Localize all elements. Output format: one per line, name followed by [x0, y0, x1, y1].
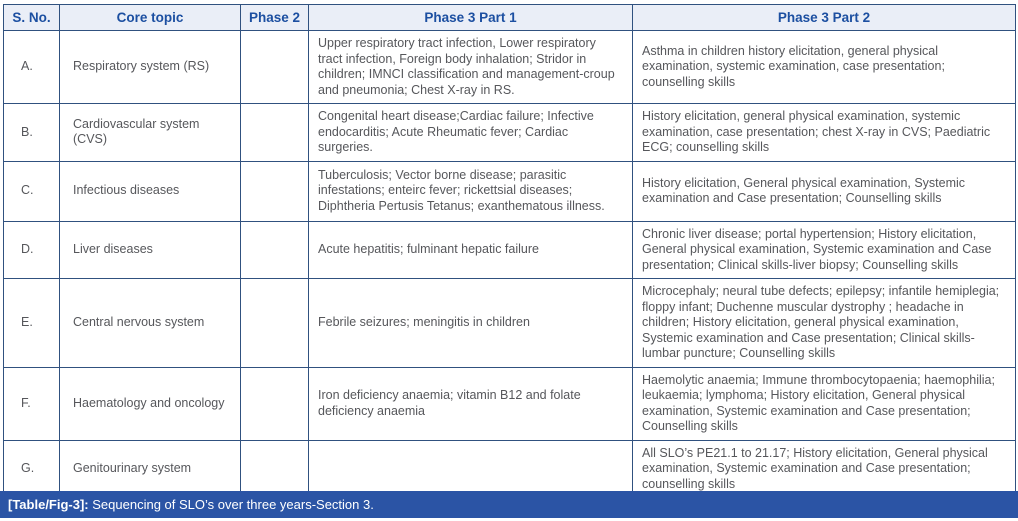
- cell-phase-2: [241, 440, 309, 498]
- table-row: [4, 279, 1016, 368]
- cell-phase-2: [241, 31, 309, 104]
- cell-phase-3-part-1: Tuberculosis; Vector borne disease; parasitic infestations; enteirc fever; rickettsial diseases; Diphtheria Pertusis Tetanus; exanthematous illness.: [309, 161, 633, 221]
- cell-phase-3-part-2: Haemolytic anaemia; Immune thrombocytopaenia; haemophilia; leukaemia; lymphoma; History elicitation, General physical examination, Systemic examination and Case presentation; Counselling skills: [633, 367, 1016, 440]
- table-row: [4, 221, 1016, 279]
- cell-core-topic: Liver diseases: [60, 221, 241, 279]
- cell-phase-3-part-1: Acute hepatitis; fulminant hepatic failure: [309, 221, 633, 279]
- cell-phase-3-part-2: Asthma in children history elicitation, general physical examination, systemic examination, case presentation; counselling skills: [633, 31, 1016, 104]
- cell-core-topic: Haematology and oncology: [60, 367, 241, 440]
- cell-phase-2: [241, 279, 309, 368]
- cell-phase-3-part-1: [309, 440, 633, 498]
- column-header-phase-3-part-2: Phase 3 Part 2: [633, 5, 1016, 31]
- table-row: [4, 367, 1016, 440]
- cell-s-no: B.: [4, 104, 60, 162]
- cell-core-topic: Infectious diseases: [60, 161, 241, 221]
- table-row: [4, 440, 1016, 498]
- cell-core-topic: Cardiovascular system (CVS): [60, 104, 241, 162]
- table-row: [4, 31, 1016, 104]
- slo-sequencing-table: [3, 4, 1016, 498]
- column-header-phase-3-part-1: Phase 3 Part 1: [309, 5, 633, 31]
- cell-phase-3-part-1: Febrile seizures; meningitis in children: [309, 279, 633, 368]
- cell-s-no: F.: [4, 367, 60, 440]
- cell-s-no: C.: [4, 161, 60, 221]
- column-header-s-no: S. No.: [4, 5, 60, 31]
- cell-s-no: D.: [4, 221, 60, 279]
- cell-phase-3-part-2: All SLO’s PE21.1 to 21.17; History elicitation, General physical examination, Systemic examination and Case presentation; counselling skills: [633, 440, 1016, 498]
- cell-core-topic: Central nervous system: [60, 279, 241, 368]
- cell-phase-2: [241, 161, 309, 221]
- cell-phase-2: [241, 104, 309, 162]
- column-header-phase-2: Phase 2: [241, 5, 309, 31]
- caption-label: [Table/Fig-3]:: [8, 497, 89, 512]
- cell-core-topic: Respiratory system (RS): [60, 31, 241, 104]
- column-header-core-topic: Core topic: [60, 5, 241, 31]
- caption-text: Sequencing of SLO’s over three years-Section 3.: [88, 497, 374, 512]
- cell-phase-3-part-2: Chronic liver disease; portal hypertension; History elicitation, General physical examination, Systemic examination and Case presentation; Clinical skills-liver biopsy; Counselling skills: [633, 221, 1016, 279]
- cell-s-no: A.: [4, 31, 60, 104]
- header-row: [4, 5, 1016, 31]
- cell-phase-2: [241, 367, 309, 440]
- cell-phase-2: [241, 221, 309, 279]
- table-row: [4, 161, 1016, 221]
- cell-phase-3-part-2: History elicitation, general physical examination, systemic examination, case presentation; chest X-ray in CVS; Paediatric ECG; counselling skills: [633, 104, 1016, 162]
- table-caption: [0, 491, 1018, 518]
- table-row: [4, 104, 1016, 162]
- cell-s-no: E.: [4, 279, 60, 368]
- cell-phase-3-part-1: Congenital heart disease;Cardiac failure; Infective endocarditis; Acute Rheumatic fever; Cardiac surgeries.: [309, 104, 633, 162]
- cell-phase-3-part-1: Upper respiratory tract infection, Lower respiratory tract infection, Foreign body inhalation; Stridor in children; IMNCI classification and management-croup and pneumonia; Chest X-ray in RS.: [309, 31, 633, 104]
- cell-core-topic: Genitourinary system: [60, 440, 241, 498]
- page: [0, 4, 1018, 521]
- cell-phase-3-part-1: Iron deficiency anaemia; vitamin B12 and folate deficiency anaemia: [309, 367, 633, 440]
- cell-phase-3-part-2: Microcephaly; neural tube defects; epilepsy; infantile hemiplegia; floppy infant; Duchenne muscular dystrophy ; headache in children; History elicitation, general physical examination, Systemic examination and Case presentation; Clinical skills-lumbar puncture; Counselling skills: [633, 279, 1016, 368]
- cell-s-no: G.: [4, 440, 60, 498]
- cell-phase-3-part-2: History elicitation, General physical examination, Systemic examination and Case presentation; Counselling skills: [633, 161, 1016, 221]
